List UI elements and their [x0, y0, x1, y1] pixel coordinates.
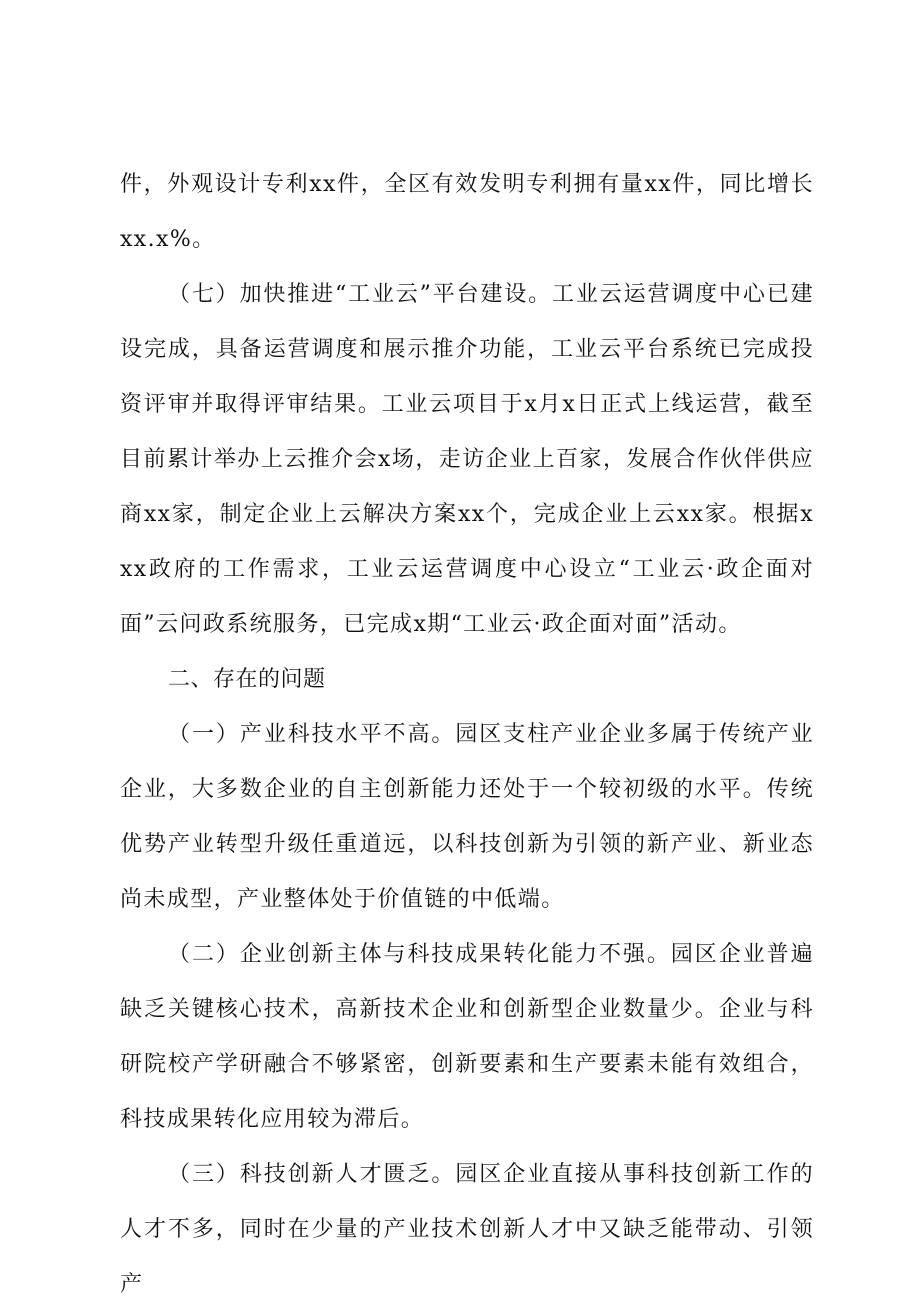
paragraph-tech-level: （一）产业科技水平不高。园区支柱产业企业多属于传统产业企业，大多数企业的自主创新能力还处于一个较初级的水平。传统优势产业转型升级任重道远，以科技创新为引领的新产业、新业态尚未成型，产业整体处于价值链的中低端。 — [120, 722, 814, 912]
paragraph-innovation-capacity: （二）企业创新主体与科技成果转化能力不强。园区企业普遍缺乏关键核心技术，高新技术企业和创新型企业数量少。企业与科研院校产学研融合不够紧密，创新要素和生产要素未能有效组合，科技成果转化应用较为滞后。 — [120, 942, 814, 1132]
document-body — [120, 157, 814, 1312]
paragraph-industrial-cloud: （七）加快推进“工业云”平台建设。工业云运营调度中心已建设完成，具备运营调度和展示推介功能，工业云平台系统已完成投资评审并取得评审结果。工业云项目于x月x日正式上线运营，截至目前累计举办上云推介会x场，走访企业上百家，发展合作伙伴供应商xx家，制定企业上云解决方案xx个，完成企业上云xx家。根据xxx政府的工作需求，工业云运营调度中心设立“工业云·政企面对面”云问政系统服务，已完成x期“工业云·政企面对面”活动。 — [120, 282, 814, 637]
paragraph-patent-stats: 件，外观设计专利xx件，全区有效发明专利拥有量xx件，同比增长xx.x%。 — [120, 172, 814, 252]
paragraph-talent-shortage: （三）科技创新人才匮乏。园区企业直接从事科技创新工作的人才不多，同时在少量的产业技术创新人才中又缺乏能带动、引领产 — [120, 1162, 814, 1297]
section-heading-existing-problems: 二、存在的问题 — [168, 667, 326, 692]
